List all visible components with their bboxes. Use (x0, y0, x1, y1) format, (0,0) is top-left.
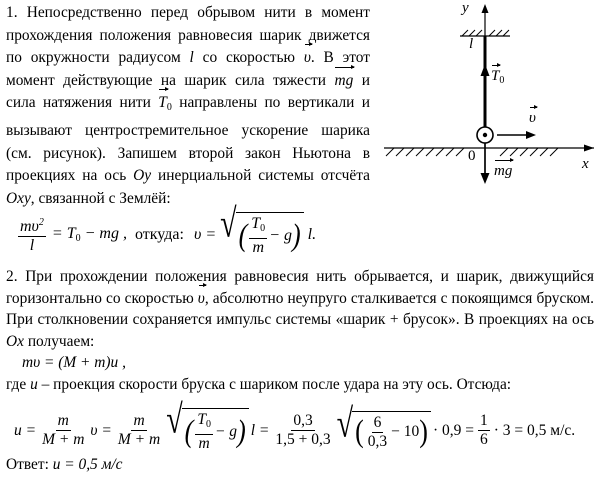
part-1-text-f: инерциальной системы отсчёта (158, 167, 370, 185)
part-2-text-c: получаем: (27, 332, 95, 350)
part-3-text-b: – проекция скорости бруска с шариком после удара на эту ось. Отсюда: (41, 375, 512, 393)
formula-1-connector: откуда: (134, 225, 184, 243)
axis-ox: Ox (6, 332, 24, 350)
formula-1: $\frac{m\upsilon^2}{l}$ = $T_0$ − mg , откуда: υ = √ ( $\frac{T_0}{m}$ − g ) l. (20, 201, 317, 256)
part-1-paragraph (6, 2, 370, 210)
radius-symbol: l (189, 49, 194, 67)
tension-label: $T_0$ (491, 68, 505, 86)
velocity-symbol: υ (304, 47, 311, 70)
gravity-arrow-head (481, 173, 490, 184)
part-3-text-a: где (6, 375, 27, 393)
x-axis-arrow (584, 145, 594, 152)
y-axis-label: y (462, 0, 469, 16)
tension-symbol: T (158, 92, 167, 115)
answer-label: Ответ: (6, 456, 49, 473)
part-1-text-b: со скоростью (202, 49, 296, 67)
answer-line (6, 456, 123, 474)
formula-2: mυ = (M + m)u , (22, 354, 126, 371)
velocity-label: υ (529, 110, 536, 126)
x-axis-label: x (582, 156, 589, 172)
frame-oxy: Oxy (6, 189, 31, 207)
part-1-text-e: направлены по вертикали и вызывают центростремительное ускорение шарика (см. рисунок). Запишем второй закон Ньютона в проекциях на ось (6, 94, 370, 185)
part-2-velocity-symbol: υ (198, 288, 205, 310)
part-2-text-b: , абсолютно неупруго сталкивается с покоящимся бруском. При столкновении сохраняется импульс системы «шарик + брусок». В проекциях на ось (6, 289, 594, 328)
part-1-text-g: , связанной с Землёй: (30, 189, 171, 207)
part-1-number: 1. (6, 4, 18, 21)
part-2-number: 2. (6, 268, 18, 285)
answer-value: u = 0,5 м/с (52, 456, 123, 473)
gravity-symbol: mg (334, 70, 353, 93)
formula-3: u = $\frac{m}{M + m}$ υ = $\frac{m}{M + m}$ √ ( $\frac{T_0}{m}$ − g ) l = $\frac{0,3}{1,5 + 0,3}$ √ ( $\frac{6}{0,3}$ − 10 ) · 0,9 = $\frac{1}{6}$ · 3 = 0,5 м/с. (14, 397, 576, 452)
part-1-text-c: . В этот момент действующие на шарик сила тяжести (6, 49, 370, 89)
axis-oy: Oy (133, 167, 152, 185)
y-axis-arrow (482, 4, 489, 13)
formula-1-lhs: $\frac{m\upsilon^2}{l}$ (18, 214, 46, 255)
part-1-text-a: Непосредственно перед обрывом нити в момент прохождения положения равновесия шарик движется по окружности радиусом (6, 4, 370, 67)
gravity-label: mg (494, 163, 513, 179)
tension-subscript: 0 (166, 102, 172, 114)
thread-length-label: l (469, 36, 474, 52)
formula-1-sqrt: √ ( $\frac{T_0}{m}$ − g ) (220, 212, 304, 257)
diagram-svg (372, 0, 600, 190)
velocity-arrow-head (526, 131, 536, 139)
ball-center (483, 133, 487, 137)
origin-label: 0 (468, 148, 476, 164)
part-1-text-d: и сила натяжения нити (6, 71, 370, 112)
tension-arrow-head (481, 64, 490, 76)
part-2-paragraph (6, 266, 594, 395)
physics-diagram (372, 0, 600, 190)
part-2-text-a: При прохождении положения равновесия нить обрывается, и шарик, движущийся горизонтально со скоростью (6, 268, 594, 307)
u-symbol: u (30, 375, 38, 393)
